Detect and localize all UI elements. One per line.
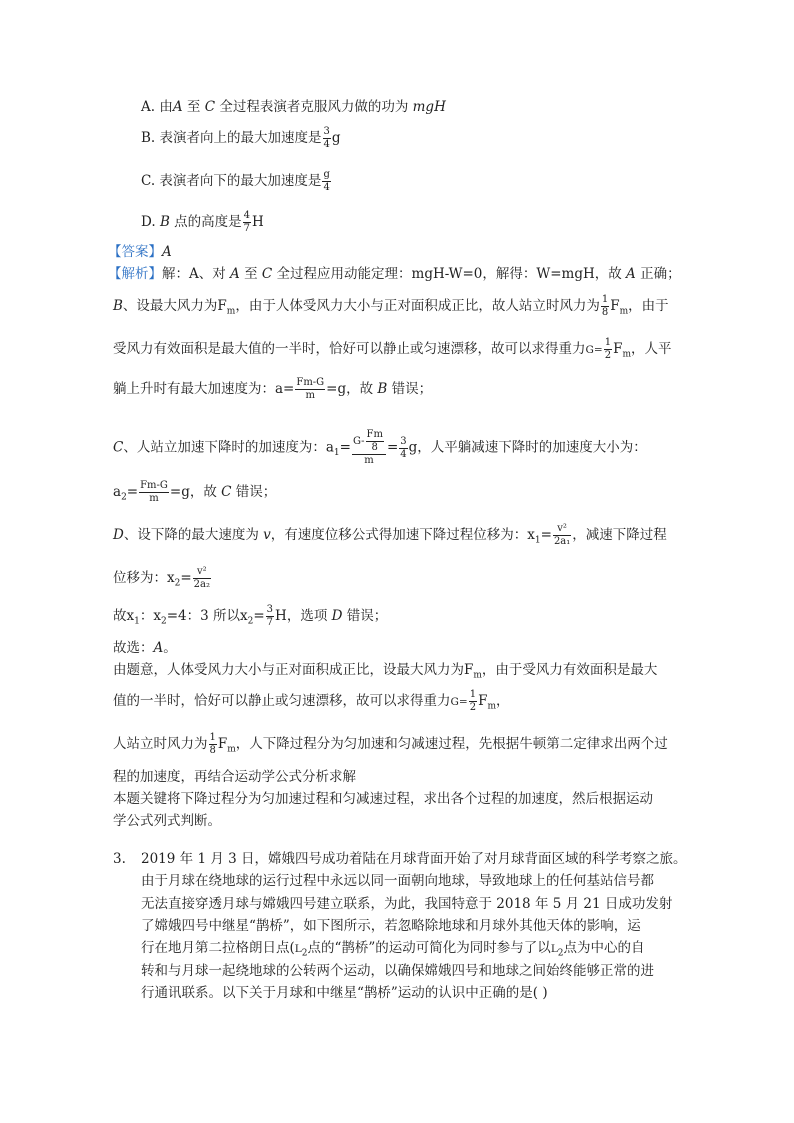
analysis-line-13: 人站立时风力为 $\frac{1}{8}$ $F_m$，人下降过程分为匀加速和匀减速过程，先根据牛顿第二定律求出两个过: [113, 732, 668, 756]
analysis-line-9: 故$x_1$：$x_2=4$：3 所以$x_2=$ $\frac{3}{7}$ H，选项 D 错误；: [113, 604, 388, 628]
analysis-line-12: 值的一半时，恰好可以静止或匀速漂移，故可以求得重力G= $\frac{1}{2}$ $F_m$，: [113, 689, 510, 713]
analysis-line-4: 躺上升时有最大加速度为：a= $\frac{Fm-G}{m}$ =g，故 B 错误；: [113, 377, 433, 401]
question-3-line-6: 转和与月球一起绕地球的公转两个运动，以确保嫦娥四号和地球之间始终能够正常的进: [141, 963, 654, 979]
question-3-line-5: 行在地月第二拉格朗日点($L_2$点的“鹊桥”的运动可简化为同时参与了以$L_2$点为中心的自: [141, 940, 645, 959]
fraction: $\frac{\text{v²}}{\text{2a₂}}$: [193, 566, 211, 590]
analysis-line-14: 程的加速度，再结合运动学公式分析求解: [113, 769, 356, 785]
analysis-line-2: B、设最大风力为$F_m$，由于人体受风力大小与正对面积成正比，故人站立时风力为 $\frac{1}{8}$ $F_m$，由于: [113, 294, 669, 318]
fraction: $\frac{1}{8}$: [209, 732, 216, 756]
fraction: $\frac{3}{4}$: [323, 126, 330, 150]
analysis-line-11: 由题意，人体受风力大小与正对面积成正比，设最大风力为$F_m$，由于受风力有效面积是最大: [113, 662, 658, 681]
question-3-line-1: 2019 年 1 月 3 日，嫦娥四号成功着陆在月球背面开始了对月球背面区域的科学考察之旅。: [141, 851, 687, 867]
analysis-line-16: 学公式列式判断。: [113, 813, 221, 829]
fraction: G- $\frac{Fm}{8}$ m: [352, 430, 386, 466]
option-a: A. 由A 至 C 全过程表演者克服风力做的功为 mgH: [141, 99, 446, 115]
question-3-line-7: 行通讯联系。以下关于月球和中继星“鹊桥”运动的认识中正确的是( ): [141, 985, 548, 1001]
analysis-line-6: $a_2=$ $\frac{Fm-G}{m}$ =g，故 C 错误；: [113, 480, 277, 504]
analysis-line-15: 本题关键将下降过程分为匀加速过程和匀减速过程，求出各个过程的加速度，然后根据运动: [113, 791, 653, 807]
fraction: $\frac{\text{v²}}{\text{2a₁}}$: [553, 523, 571, 547]
fraction: $\frac{Fm-G}{m}$: [296, 377, 325, 401]
answer-line: [108, 242, 172, 262]
fraction: $\frac{1}{8}$: [601, 294, 609, 318]
question-3-line-3: 无法直接穿透月球与嫦娥四号建立联系，为此，我国特意于 2018 年 5 月 21 日成功发射: [141, 896, 673, 912]
analysis-line-8: 位移为：$x_2=$ $\frac{\text{v²}}{\text{2a₂}}$: [113, 566, 211, 590]
analysis-line-5: C、人站立加速下降时的加速度为：$a_1=$ G- $\frac{Fm}{8}$ m = $\frac{3}{4}$ g，人平躺减速下降时的加速度大小为：: [113, 429, 647, 466]
question-3-number: 3.: [113, 851, 126, 867]
option-b: B. 表演者向上的最大加速度是 $\frac{3}{4}$ g: [141, 126, 341, 150]
fraction: $\frac{Fm-G}{m}$: [140, 480, 168, 504]
answer-tag: 【答案】: [108, 244, 162, 260]
analysis-line-3: 受风力有效面积是最大值的一半时，恰好可以静止或匀速漂移，故可以求得重力G= $\frac{1}{2}$ $F_m$，人平: [113, 337, 672, 361]
option-d: D. B 点的高度是 $\frac{4}{7}$ H: [141, 210, 264, 234]
fraction: $\frac{g}{4}$: [323, 169, 330, 193]
fraction: $\frac{3}{7}$: [266, 604, 274, 628]
fraction: $\frac{3}{4}$: [400, 435, 407, 460]
fraction: $\frac{4}{7}$: [243, 210, 251, 234]
analysis-tag: 【解析】: [108, 266, 162, 282]
question-3-line-4: 了嫦娥四号中继星“鹊桥”，如下图所示，若忽略除地球和月球外其他天体的影响，运: [141, 918, 641, 934]
analysis-line-1: 【解析】解：A、对 A 至 C 全过程应用动能定理：mgH-W=0，解得：W=mgH，故 A 正确；: [108, 266, 681, 282]
analysis-line-10: 故选：A。: [113, 640, 177, 656]
question-3-line-2: 由于月球在绕地球的运行过程中永远以同一面朝向地球，导致地球上的任何基站信号都: [141, 873, 654, 889]
fraction: $\frac{1}{2}$: [604, 337, 612, 361]
answer-value: A: [162, 244, 172, 260]
option-c: C. 表演者向下的最大加速度是 $\frac{g}{4}$: [141, 169, 330, 193]
fraction: $\frac{1}{2}$: [469, 689, 477, 713]
analysis-line-7: D、设下降的最大速度为 v，有速度位移公式得加速下降过程位移为：$x_1=$ $\frac{\text{v²}}{\text{2a₁}}$ ，减速下降过程: [113, 523, 667, 547]
